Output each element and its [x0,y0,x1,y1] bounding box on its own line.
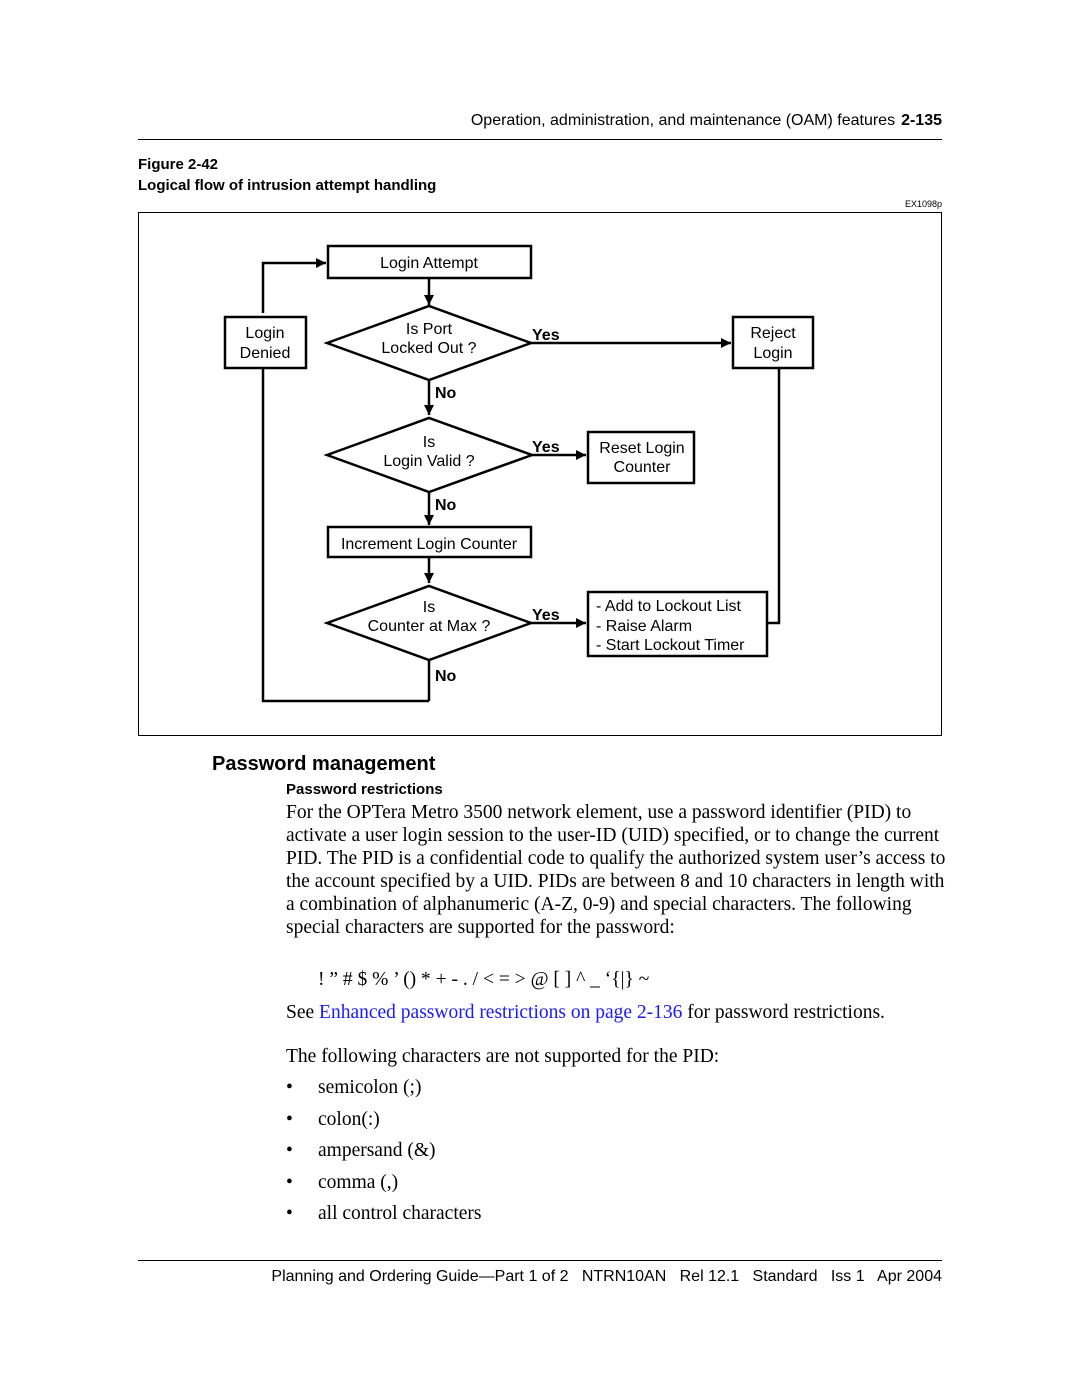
list-item-text: ampersand (&) [318,1140,436,1161]
list-item-text: colon(:) [318,1108,380,1130]
label-no-max: No [435,668,457,685]
special-characters: ! ” # $ % ’ () * + - . / < = > @ [ ] ^ _ ‘{|} ~ [318,969,650,990]
page-footer: Planning and Ordering Guide—Part 1 of 2 NTRN10AN Rel 12.1 Standard Iss 1 Apr 2004 [271,1268,942,1285]
label-reject-2: Login [753,345,793,362]
see-suffix: for password restrictions. [682,1002,885,1023]
list-item-text: all control characters [318,1203,482,1224]
bullet-icon: • [286,1108,293,1130]
unsupported-characters-list [286,1076,482,1234]
label-port-locked-1: Is Port [405,321,453,338]
footer-rule [138,1260,942,1261]
flowchart [139,213,941,735]
running-header [138,112,942,132]
bullet-icon: • [286,1140,293,1161]
figure-number: Figure 2-42 [138,156,219,173]
list-item [286,1076,482,1108]
bullet-icon: • [286,1171,293,1193]
label-login-valid-2: Login Valid ? [383,453,475,470]
list-item-text: semicolon (;) [318,1077,422,1098]
label-reset-2: Counter [613,459,671,476]
label-yes-port: Yes [532,327,560,344]
list-item-text: comma (,) [318,1171,399,1193]
list-item [286,1108,482,1140]
label-port-locked-2: Locked Out ? [381,340,477,357]
figure-caption: Logical flow of intrusion attempt handling [138,177,437,194]
label-yes-max: Yes [532,607,560,624]
label-counter-max-2: Counter at Max ? [367,618,491,635]
figure-id: EX1098p [904,199,942,209]
pid-paragraph: For the OPTera Metro 3500 network element, use a password identifier (PID) to activate a user login session to the user-ID (UID) specified, or to change the current PID. The PID is a confidential code to qualify the authorized system user’s access to the account specified by a UID. PIDs are between 8 and 10 characters in length with a combination of alphanumeric (A-Z, 0-9) and special characters. The following special characters are supported for the password: [286,802,946,938]
label-lockout-2: - Raise Alarm [596,618,693,635]
label-no-valid: No [435,497,457,514]
label-reset-1: Reset Login [599,440,685,457]
header-rule [138,139,942,140]
subsection-title: Password restrictions [286,781,443,798]
label-lockout-1: - Add to Lockout List [596,598,741,615]
not-supported-intro: The following characters are not supported for the PID: [286,1046,720,1067]
list-item [286,1171,482,1203]
label-login-attempt: Login Attempt [380,255,478,272]
label-reject-1: Reject [750,325,796,342]
label-login-valid-1: Is [422,434,436,451]
bullet-icon: • [286,1077,293,1098]
header-title: Operation, administration, and maintenance (OAM) features [470,112,896,129]
label-login-denied-2: Denied [239,345,291,362]
enhanced-restrictions-link[interactable]: Enhanced password restrictions on page 2-136 [319,1002,683,1023]
list-item [286,1202,482,1234]
see-reference [286,1001,946,1024]
label-login-denied-1: Login [245,325,285,342]
label-yes-valid: Yes [532,439,560,456]
flowchart-figure [138,212,942,736]
see-prefix: See [286,1002,320,1023]
list-item [286,1139,482,1171]
label-lockout-3: - Start Lockout Timer [596,637,745,654]
label-counter-max-1: Is [422,599,436,616]
edge-lockout-to-reject [767,353,779,623]
label-no-port: No [435,385,457,402]
edge-denied-to-attempt [263,263,326,313]
page-number: 2-135 [901,112,942,129]
bullet-icon: • [286,1203,293,1224]
label-increment: Increment Login Counter [340,536,518,553]
section-title: Password management [212,753,436,775]
